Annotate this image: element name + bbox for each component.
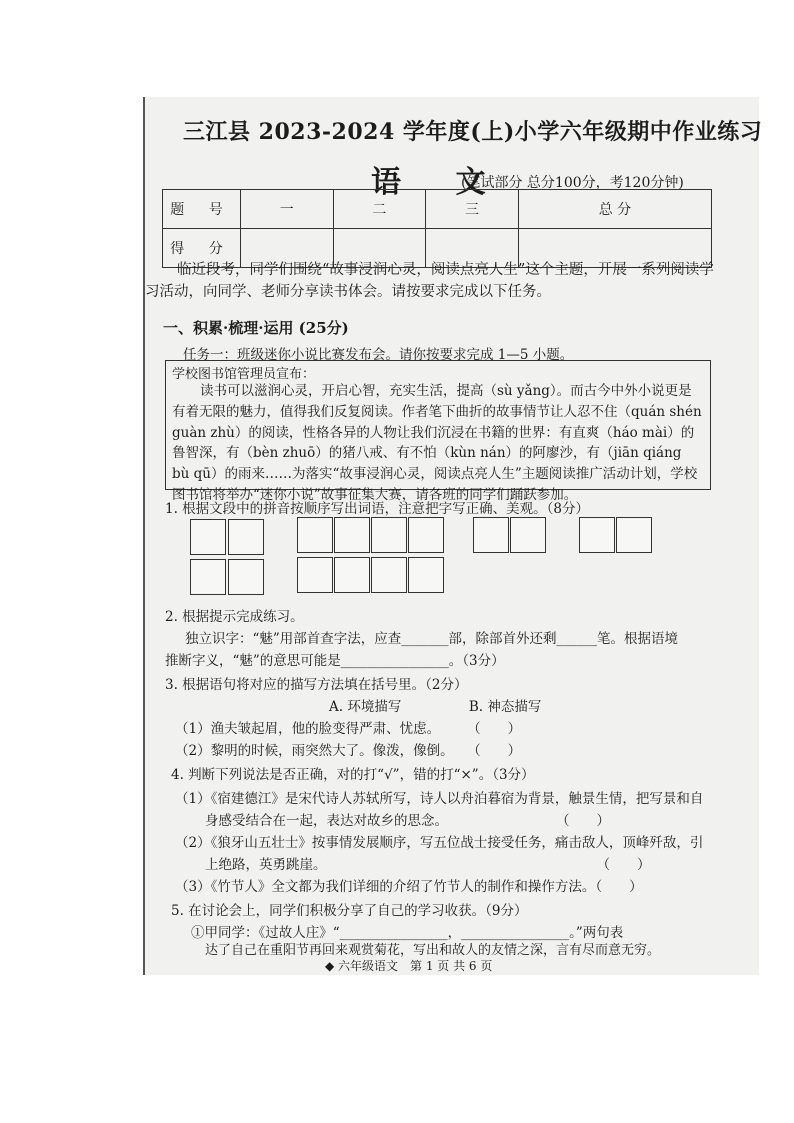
writing-cell[interactable] <box>510 517 546 553</box>
announcement-body: 读书可以滋润心灵，开启心智，充实生活，提高（sù yǎng）。而古今中外小说更是有着无限的魅力，值得我们反复阅读。作者笔下曲折的故事情节让人忍不住（quán shén guàn zhù）的阅读，性格各异的人物让我们沉浸在书籍的世界：有直爽（háo mài）的鲁智深，有（bèn zhuō）的猪八戒、有不怕（kùn nán）的阿廖沙，有（jiān qiáng bù qū）的雨来……为落实“故事浸润心灵，阅读点亮人生”主题阅读推广活动计划，学校图书馆将举办“迷你小说”故事征集大赛，请各班的同学们踊跃参加。 <box>172 383 702 503</box>
question-3-stem: 3. 根据语句将对应的描写方法填在括号里。（2分） <box>165 677 468 693</box>
writing-cell[interactable] <box>371 557 407 593</box>
question-3-options: A. 环境描写 B. 神态描写 <box>329 699 542 715</box>
score-cell: 二 <box>333 190 426 229</box>
question-4-item: （2）《狼牙山五壮士》按事情发展顺序，写五位战士接受任务，痛击敌人，顶峰歼敌，引 <box>175 835 704 851</box>
intro-paragraph: 临近段考，同学们围绕“故事浸润心灵，阅读点亮人生”这个主题，开展一系列阅读学习活动，向同学、老师分享读书体会。请按要求完成以下任务。 <box>145 262 714 300</box>
score-cell: 总 分 <box>518 190 711 229</box>
question-2-line: 独立识字：“魅”用部首查字法，应查_______部，除部首外还剩______笔。根据语境 <box>185 631 679 647</box>
writing-cell[interactable] <box>579 517 615 553</box>
question-4-stem: 4. 判断下列说法是否正确，对的打“√”，错的打“×”。（3分） <box>171 767 535 783</box>
question-4-item: 身感受结合在一起，表达对故乡的思念。 （ ） <box>205 813 610 829</box>
writing-cell[interactable] <box>190 519 226 555</box>
task-line: 任务一：班级迷你小说比赛发布会。请你按要求完成 1—5 小题。 <box>183 347 574 363</box>
writing-cell[interactable] <box>297 557 333 593</box>
writing-cell[interactable] <box>334 557 370 593</box>
writing-cell[interactable] <box>408 517 444 553</box>
subject-title: 语 文 <box>371 165 508 200</box>
question-1: 1. 根据文段中的拼音按顺序写出词语，注意把字写正确、美观。（8分） <box>165 501 590 517</box>
question-5-line: ①甲同学：《过故人庄》“________________，________________。”两句表 <box>191 925 624 941</box>
writing-cell[interactable] <box>371 517 407 553</box>
section-title: 一、积累·梳理·运用 (25分) <box>163 319 349 337</box>
score-table-row <box>163 190 712 229</box>
question-2-line: 推断字义，“魅”的意思可能是________________。（3分） <box>165 653 505 669</box>
question-5-line-2: 达了自己在重阳节再回来观赏菊花，写出和故人的友情之深，言有尽而意无穷。 <box>205 943 661 958</box>
writing-cell[interactable] <box>334 517 370 553</box>
question-4-item: 上绝路，英勇跳崖。 （ ） <box>205 857 651 873</box>
score-cell: 得 分 <box>163 229 241 268</box>
writing-cell[interactable] <box>297 517 333 553</box>
score-cell: 一 <box>241 190 334 229</box>
question-4-item: （1）《宿建德江》是宋代诗人苏轼所写，诗人以舟泊暮宿为背景，触景生情，把写景和自 <box>175 791 704 807</box>
question-4-item: （3）《竹节人》全文都为我们详细的介绍了竹节人的制作和操作方法。（ ） <box>175 879 643 895</box>
writing-cell[interactable] <box>228 519 264 555</box>
question-5-stem: 5. 在讨论会上，同学们积极分享了自己的学习收获。（9分） <box>171 903 528 919</box>
exam-sheet <box>143 97 763 975</box>
writing-cell[interactable] <box>190 559 226 595</box>
writing-cell[interactable] <box>408 557 444 593</box>
score-cell: 题 号 <box>163 190 241 229</box>
page-footer: ◆ 六年级语文 第 1 页 共 6 页 <box>325 959 493 973</box>
writing-cell[interactable] <box>616 517 652 553</box>
announcement-head: 学校图书馆管理员宣布： <box>172 367 316 382</box>
announcement-box <box>165 360 711 503</box>
writing-cell[interactable] <box>228 559 264 595</box>
question-2-stem: 2. 根据提示完成练习。 <box>165 609 304 625</box>
question-3-item: （2）黎明的时候，雨突然大了。像泼，像倒。 （ ） <box>175 743 522 759</box>
question-3-item: （1）渔夫皱起眉，他的脸变得严肃、忧虑。 （ ） <box>175 721 522 737</box>
score-table <box>162 189 712 268</box>
exam-note: (笔试部分 总分100分，考120分钟) <box>461 175 684 191</box>
exam-title: 三江县 2023-2024 学年度(上)小学六年级期中作业练习 <box>183 119 763 145</box>
score-cell: 三 <box>426 190 519 229</box>
writing-cell[interactable] <box>473 517 509 553</box>
